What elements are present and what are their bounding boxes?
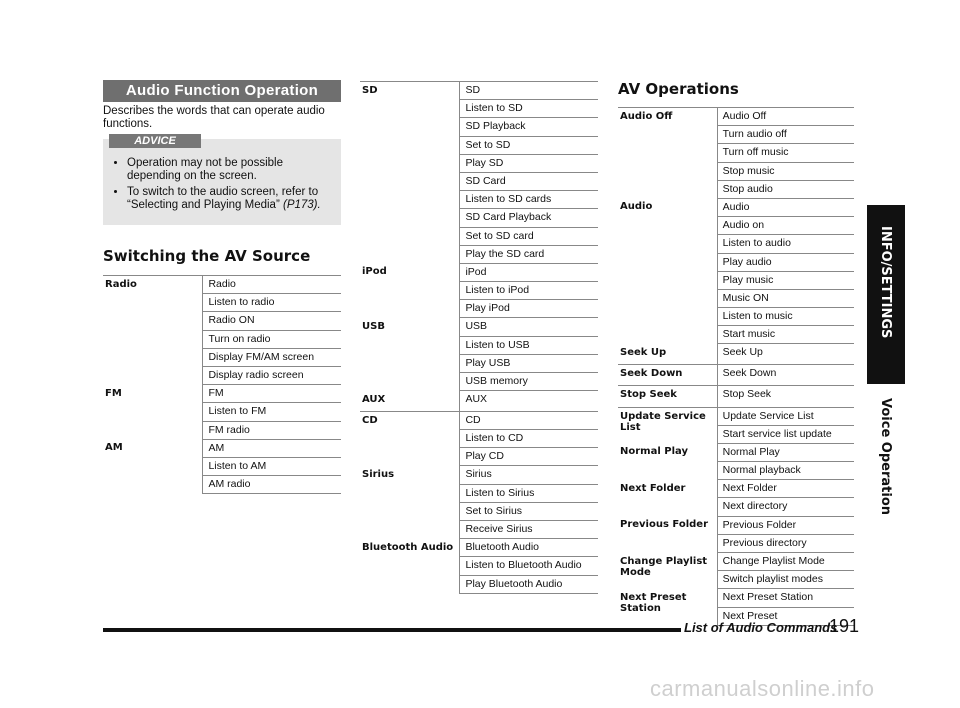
command-category: iPod xyxy=(362,266,387,278)
command-phrase: FM xyxy=(203,385,341,403)
command-phrase: Stop audio xyxy=(717,180,854,198)
command-phrase: Listen to music xyxy=(717,308,854,326)
advice-list xyxy=(115,157,331,212)
source-table xyxy=(360,81,598,594)
command-phrase: AM radio xyxy=(203,476,341,494)
command-phrase: Sirius xyxy=(460,466,598,484)
command-phrase: Radio ON xyxy=(203,312,341,330)
table-row xyxy=(618,480,854,498)
command-category: FM xyxy=(105,387,122,399)
command-phrase: Start music xyxy=(717,326,854,344)
advice-box xyxy=(103,135,341,225)
command-category: Audio Off xyxy=(620,111,673,122)
command-category: Seek Down xyxy=(618,365,717,386)
command-phrase: Set to Sirius xyxy=(460,502,598,520)
command-phrase: SD Card xyxy=(460,172,598,190)
table-row xyxy=(618,108,854,126)
table-row xyxy=(618,589,854,607)
command-category: SD xyxy=(362,85,378,96)
command-category: AUX xyxy=(360,391,460,412)
watermark: carmanualsonline.info xyxy=(650,676,875,701)
command-phrase: Play audio xyxy=(717,253,854,271)
sidebar-label-voice-operation: Voice Operation xyxy=(878,398,893,515)
switching-table xyxy=(103,275,341,494)
command-category: CD xyxy=(362,414,378,426)
command-phrase: Listen to audio xyxy=(717,235,854,253)
command-phrase: Turn off music xyxy=(717,144,854,162)
command-category: Stop Seek xyxy=(618,386,717,407)
command-category: Radio xyxy=(105,279,137,290)
table-row xyxy=(618,365,854,386)
table-row xyxy=(618,443,854,461)
command-phrase: Receive Sirius xyxy=(460,521,598,539)
command-phrase: Change Playlist Mode xyxy=(717,553,854,571)
command-phrase: Play USB xyxy=(460,354,598,372)
command-category: Previous Folder xyxy=(620,519,709,531)
command-phrase: Listen to Sirius xyxy=(460,484,598,502)
sidebar-label-info-settings: INFO/SETTINGS xyxy=(878,226,893,339)
table-row xyxy=(103,439,341,457)
command-phrase: Play SD xyxy=(460,154,598,172)
command-phrase: Next Folder xyxy=(717,480,854,498)
command-phrase: Normal playback xyxy=(717,462,854,480)
command-phrase: Audio Off xyxy=(717,108,854,126)
command-phrase: Play iPod xyxy=(460,300,598,318)
command-category: Audio xyxy=(620,201,653,213)
command-phrase: Play CD xyxy=(460,448,598,466)
table-row xyxy=(360,466,598,484)
command-phrase: Seek Down xyxy=(717,365,854,386)
table-row xyxy=(618,553,854,571)
command-phrase: Listen to USB xyxy=(460,336,598,354)
command-phrase: Stop Seek xyxy=(717,386,854,407)
command-phrase: Listen to iPod xyxy=(460,282,598,300)
command-phrase: Listen to Bluetooth Audio xyxy=(460,557,598,575)
command-phrase: Next directory xyxy=(717,498,854,516)
command-phrase: Listen to SD cards xyxy=(460,191,598,209)
command-phrase: SD Card Playback xyxy=(460,209,598,227)
page-reference-link[interactable]: (P173). xyxy=(282,199,321,211)
command-category: Update Service List xyxy=(620,410,706,433)
command-phrase: Music ON xyxy=(717,289,854,307)
footer-title: List of Audio Commands xyxy=(684,620,838,635)
command-phrase: Audio on xyxy=(717,217,854,235)
left-column xyxy=(103,80,341,494)
command-phrase: SD xyxy=(460,82,598,100)
command-category: Next Folder xyxy=(620,482,686,494)
command-phrase: AM xyxy=(203,439,341,457)
table-row xyxy=(360,411,598,429)
table-row xyxy=(618,386,854,407)
table-row xyxy=(618,516,854,534)
page-number: 191 xyxy=(829,616,860,636)
table-row xyxy=(618,344,854,365)
advice-item: • Operation may not be possible depending on the screen. xyxy=(127,157,331,183)
footer-rule xyxy=(103,628,681,632)
command-phrase: Turn on radio xyxy=(203,330,341,348)
command-phrase: FM radio xyxy=(203,421,341,439)
table-row xyxy=(360,391,598,412)
table-row xyxy=(360,263,598,281)
command-category: Next Preset Station xyxy=(620,591,687,614)
command-phrase: Seek Up xyxy=(717,344,854,365)
command-phrase: SD Playback xyxy=(460,118,598,136)
command-phrase: Stop music xyxy=(717,162,854,180)
av-operations-title: AV Operations xyxy=(618,80,739,98)
command-phrase: Display radio screen xyxy=(203,366,341,384)
command-phrase: Start service list update xyxy=(717,425,854,443)
advice-label: ADVICE xyxy=(109,134,201,148)
command-category: Sirius xyxy=(362,468,395,480)
command-category: Bluetooth Audio xyxy=(362,541,454,553)
command-phrase: Play music xyxy=(717,271,854,289)
command-phrase: Listen to radio xyxy=(203,294,341,312)
command-phrase: Play the SD card xyxy=(460,245,598,263)
table-row xyxy=(618,198,854,216)
table-row xyxy=(360,318,598,336)
table-row xyxy=(103,276,341,294)
command-phrase: Previous Folder xyxy=(717,516,854,534)
command-phrase: USB memory xyxy=(460,373,598,391)
command-phrase: Listen to FM xyxy=(203,403,341,421)
command-phrase: Set to SD card xyxy=(460,227,598,245)
command-phrase: Display FM/AM screen xyxy=(203,348,341,366)
command-phrase: Listen to AM xyxy=(203,457,341,475)
command-phrase: Normal Play xyxy=(717,443,854,461)
command-phrase: Listen to SD xyxy=(460,100,598,118)
av-operations-table xyxy=(618,107,854,626)
command-phrase: iPod xyxy=(460,263,598,281)
command-category: USB xyxy=(362,320,385,332)
command-category: AM xyxy=(105,442,123,454)
middle-column xyxy=(360,81,598,594)
section-banner: Audio Function Operation xyxy=(103,80,341,102)
table-row xyxy=(618,407,854,425)
table-row xyxy=(360,82,598,100)
command-phrase: Audio xyxy=(717,198,854,216)
command-phrase: Set to SD xyxy=(460,136,598,154)
command-phrase: USB xyxy=(460,318,598,336)
command-phrase: Next Preset xyxy=(717,607,854,625)
command-phrase: CD xyxy=(460,411,598,429)
section-description: Describes the words that can operate audio functions. xyxy=(103,105,325,130)
table-row xyxy=(360,539,598,557)
command-phrase: Play Bluetooth Audio xyxy=(460,575,598,593)
command-phrase: Next Preset Station xyxy=(717,589,854,607)
command-phrase: Switch playlist modes xyxy=(717,571,854,589)
command-phrase: AUX xyxy=(460,391,598,412)
command-phrase: Radio xyxy=(203,276,341,294)
command-category: Normal Play xyxy=(620,446,688,458)
advice-item: • To switch to the audio screen, refer to “Selecting and Playing Media” (P173). xyxy=(127,186,331,212)
switching-title: Switching the AV Source xyxy=(103,247,311,265)
command-phrase: Bluetooth Audio xyxy=(460,539,598,557)
command-phrase: Update Service List xyxy=(717,407,854,425)
right-column xyxy=(618,80,854,626)
command-phrase: Listen to CD xyxy=(460,430,598,448)
command-phrase: Previous directory xyxy=(717,534,854,552)
command-category: Seek Up xyxy=(618,344,717,365)
command-category: Change Playlist Mode xyxy=(620,555,708,578)
table-row xyxy=(103,385,341,403)
command-phrase: Turn audio off xyxy=(717,126,854,144)
